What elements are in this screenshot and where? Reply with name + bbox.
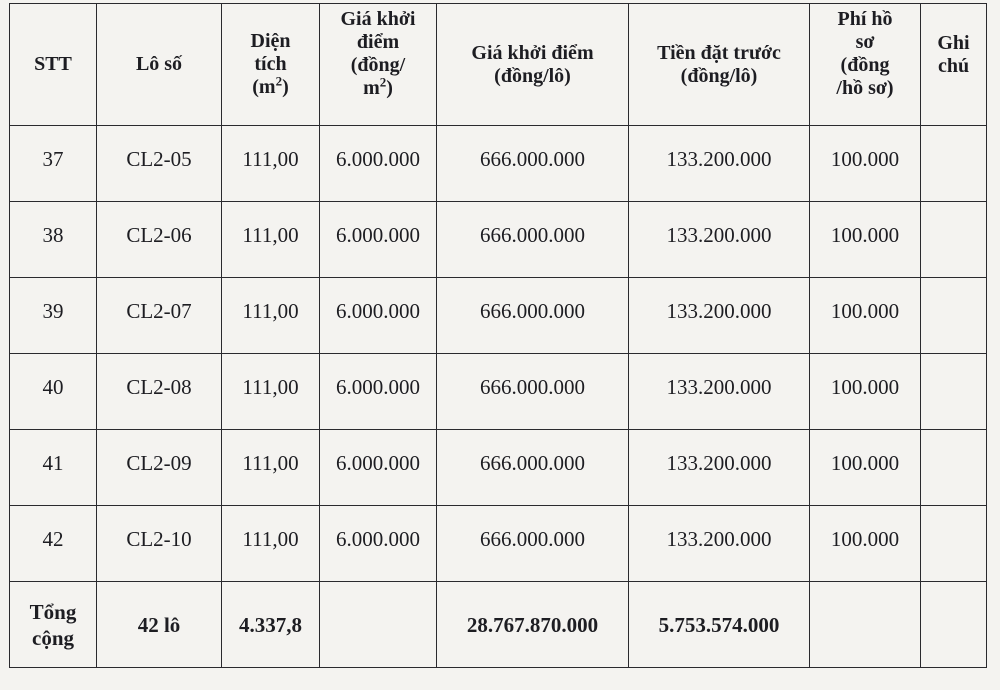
header-note: Ghi chú bbox=[921, 4, 987, 126]
cell-note bbox=[921, 354, 987, 430]
cell-unit-price: 6.000.000 bbox=[320, 202, 437, 278]
cell-area: 111,00 bbox=[222, 126, 320, 202]
table-row bbox=[10, 202, 987, 278]
table-header-row bbox=[10, 4, 987, 126]
cell-lot-number: CL2-05 bbox=[97, 126, 222, 202]
cell-deposit: 133.200.000 bbox=[629, 430, 810, 506]
header-deposit: Tiền đặt trước (đồng/lô) bbox=[629, 4, 810, 126]
cell-deposit: 133.200.000 bbox=[629, 202, 810, 278]
cell-note bbox=[921, 430, 987, 506]
cell-unit-price: 6.000.000 bbox=[320, 278, 437, 354]
cell-area: 111,00 bbox=[222, 202, 320, 278]
cell-note bbox=[921, 202, 987, 278]
total-label: Tổng cộng bbox=[10, 582, 97, 668]
cell-unit-price: 6.000.000 bbox=[320, 506, 437, 582]
total-fee bbox=[810, 582, 921, 668]
cell-stt: 42 bbox=[10, 506, 97, 582]
header-document-fee: Phí hồ sơ (đồng /hồ sơ) bbox=[810, 4, 921, 126]
cell-lot-number: CL2-06 bbox=[97, 202, 222, 278]
cell-area: 111,00 bbox=[222, 430, 320, 506]
cell-unit-price: 6.000.000 bbox=[320, 126, 437, 202]
auction-lots-table bbox=[9, 3, 987, 668]
header-lot-number: Lô số bbox=[97, 4, 222, 126]
header-lot-start-price: Giá khởi điểm (đồng/lô) bbox=[437, 4, 629, 126]
cell-unit-price: 6.000.000 bbox=[320, 430, 437, 506]
cell-stt: 41 bbox=[10, 430, 97, 506]
header-unit-start-price: Giá khởi điểm (đồng/ $m^2$) bbox=[320, 4, 437, 126]
cell-stt: 40 bbox=[10, 354, 97, 430]
cell-lot-price: 666.000.000 bbox=[437, 354, 629, 430]
cell-unit-price: 6.000.000 bbox=[320, 354, 437, 430]
cell-fee: 100.000 bbox=[810, 354, 921, 430]
cell-deposit: 133.200.000 bbox=[629, 506, 810, 582]
cell-note bbox=[921, 278, 987, 354]
cell-stt: 38 bbox=[10, 202, 97, 278]
cell-area: 111,00 bbox=[222, 354, 320, 430]
table-total-row bbox=[10, 582, 987, 668]
cell-lot-number: CL2-08 bbox=[97, 354, 222, 430]
total-lots: 42 lô bbox=[97, 582, 222, 668]
cell-note bbox=[921, 126, 987, 202]
cell-fee: 100.000 bbox=[810, 202, 921, 278]
cell-lot-price: 666.000.000 bbox=[437, 202, 629, 278]
cell-lot-number: CL2-07 bbox=[97, 278, 222, 354]
table-row bbox=[10, 126, 987, 202]
cell-fee: 100.000 bbox=[810, 278, 921, 354]
cell-lot-price: 666.000.000 bbox=[437, 506, 629, 582]
total-area: 4.337,8 bbox=[222, 582, 320, 668]
table-row bbox=[10, 506, 987, 582]
cell-area: 111,00 bbox=[222, 506, 320, 582]
header-area: Diện tích $(m^2)$ bbox=[222, 4, 320, 126]
total-lot-price: 28.767.870.000 bbox=[437, 582, 629, 668]
cell-area: 111,00 bbox=[222, 278, 320, 354]
total-note bbox=[921, 582, 987, 668]
cell-fee: 100.000 bbox=[810, 506, 921, 582]
cell-fee: 100.000 bbox=[810, 126, 921, 202]
cell-lot-number: CL2-09 bbox=[97, 430, 222, 506]
cell-lot-price: 666.000.000 bbox=[437, 430, 629, 506]
cell-lot-price: 666.000.000 bbox=[437, 126, 629, 202]
cell-deposit: 133.200.000 bbox=[629, 354, 810, 430]
cell-note bbox=[921, 506, 987, 582]
cell-deposit: 133.200.000 bbox=[629, 126, 810, 202]
header-stt: STT bbox=[10, 4, 97, 126]
cell-stt: 39 bbox=[10, 278, 97, 354]
cell-stt: 37 bbox=[10, 126, 97, 202]
cell-lot-number: CL2-10 bbox=[97, 506, 222, 582]
table-row bbox=[10, 354, 987, 430]
cell-lot-price: 666.000.000 bbox=[437, 278, 629, 354]
cell-fee: 100.000 bbox=[810, 430, 921, 506]
total-unit-price bbox=[320, 582, 437, 668]
table-row bbox=[10, 430, 987, 506]
total-deposit: 5.753.574.000 bbox=[629, 582, 810, 668]
cell-deposit: 133.200.000 bbox=[629, 278, 810, 354]
table-row bbox=[10, 278, 987, 354]
